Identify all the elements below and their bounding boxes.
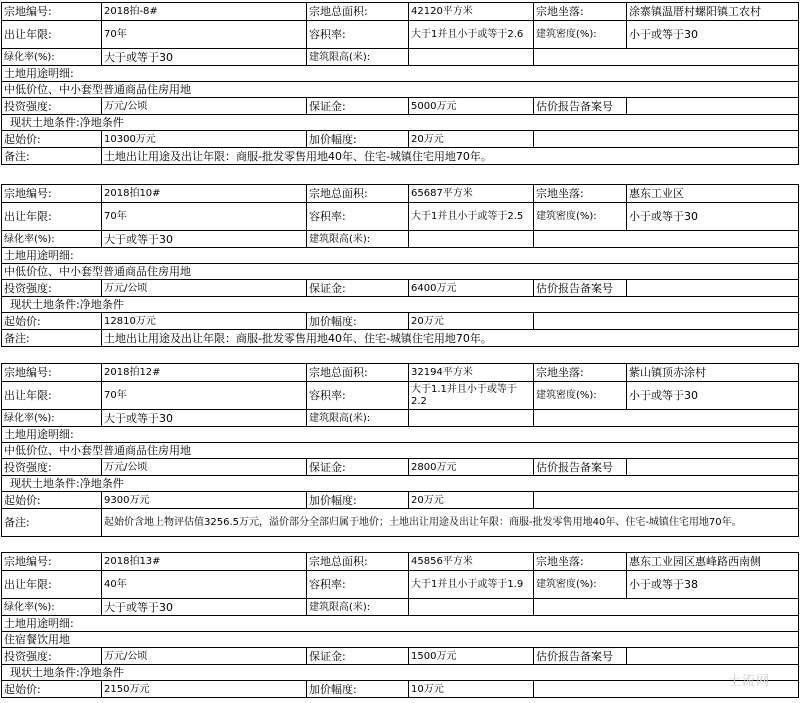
density-label: 建筑密度(%): [534, 382, 627, 410]
area-value: 32194平方米 [409, 364, 534, 382]
density-value: 小于或等于30 [627, 21, 799, 49]
parcel-table [1, 552, 799, 698]
parcel-table [1, 363, 799, 537]
condition-value: 净地条件 [79, 477, 124, 490]
appraisal-value [627, 280, 799, 297]
far-label: 容积率: [307, 571, 409, 599]
far-value: 大于1.1并且小于或等于2.2 [409, 382, 534, 410]
far-label: 容积率: [307, 21, 409, 49]
condition-value: 净地条件 [79, 666, 124, 679]
increment-label: 加价幅度: [307, 681, 409, 698]
height-value [409, 599, 534, 616]
start-price-value: 2150万元 [102, 681, 307, 698]
term-label: 出让年限: [2, 571, 102, 599]
density-label: 建筑密度(%): [534, 21, 627, 49]
green-label: 绿化率(%): [2, 410, 102, 427]
note-label: 备注: [2, 148, 102, 165]
increment-value: 20万元 [409, 131, 534, 148]
location-label: 宗地坐落: [534, 364, 627, 382]
term-label: 出让年限: [2, 21, 102, 49]
deposit-label: 保证金: [307, 98, 409, 115]
area-label: 宗地总面积: [307, 3, 409, 21]
note-value: 土地出让用途及出让年限：商服-批发零售用地40年、住宅-城镇住宅用地70年。 [102, 148, 799, 165]
area-label: 宗地总面积: [307, 553, 409, 571]
increment-label: 加价幅度: [307, 492, 409, 509]
blank-cell [534, 231, 799, 248]
invest-value: 万元/公顷 [102, 459, 307, 476]
far-label: 容积率: [307, 203, 409, 231]
appraisal-label: 估价报告备案号 [534, 648, 627, 665]
area-value: 65687平方米 [409, 185, 534, 203]
density-value: 小于或等于30 [627, 382, 799, 410]
condition-value: 净地条件 [79, 116, 124, 129]
start-price-value: 10300万元 [102, 131, 307, 148]
increment-value: 10万元 [409, 681, 534, 698]
green-value: 大于或等于30 [102, 410, 307, 427]
far-value: 大于1并且小于或等于2.5 [409, 203, 534, 231]
start-price-value: 12810万元 [102, 313, 307, 330]
usage-label: 土地用途明细: [2, 248, 799, 264]
density-label: 建筑密度(%): [534, 571, 627, 599]
appraisal-label: 估价报告备案号 [534, 98, 627, 115]
height-label: 建筑限高(米): [307, 231, 409, 248]
far-value: 大于1并且小于或等于2.6 [409, 21, 534, 49]
usage-label: 土地用途明细: [2, 66, 799, 82]
parcel-table [1, 2, 799, 165]
height-label: 建筑限高(米): [307, 49, 409, 66]
increment-value: 20万元 [409, 492, 534, 509]
blank-cell [534, 599, 799, 616]
appraisal-value [627, 459, 799, 476]
area-value: 42120平方米 [409, 3, 534, 21]
start-price-value: 9300万元 [102, 492, 307, 509]
start-price-label: 起始价: [2, 313, 102, 330]
invest-label: 投资强度: [2, 459, 102, 476]
appraisal-label: 估价报告备案号 [534, 459, 627, 476]
term-label: 出让年限: [2, 203, 102, 231]
density-value: 小于或等于38 [627, 571, 799, 599]
deposit-label: 保证金: [307, 648, 409, 665]
usage-value: 中低价位、中小套型普通商品住房用地 [2, 82, 799, 98]
parcel-table [1, 184, 799, 347]
blank-cell [534, 49, 799, 66]
condition-label: 现状土地条件: [10, 116, 80, 129]
location-value: 惠东工业园区惠峰路西南侧 [627, 553, 799, 571]
usage-value: 中低价位、中小套型普通商品住房用地 [2, 264, 799, 280]
usage-label: 土地用途明细: [2, 616, 799, 632]
watermark: 土流网 [727, 674, 770, 689]
height-value [409, 410, 534, 427]
increment-label: 加价幅度: [307, 131, 409, 148]
deposit-label: 保证金: [307, 280, 409, 297]
location-value: 紫山镇顶赤涂村 [627, 364, 799, 382]
far-value: 大于1并且小于或等于1.9 [409, 571, 534, 599]
area-value: 45856平方米 [409, 553, 534, 571]
term-label: 出让年限: [2, 382, 102, 410]
note-value: 土地出让用途及出让年限：商服-批发零售用地40年、住宅-城镇住宅用地70年。 [102, 330, 799, 347]
location-value: 惠东工业区 [627, 185, 799, 203]
note-label: 备注: [2, 509, 102, 537]
appraisal-label: 估价报告备案号 [534, 280, 627, 297]
deposit-value: 2800万元 [409, 459, 534, 476]
green-label: 绿化率(%): [2, 599, 102, 616]
invest-label: 投资强度: [2, 98, 102, 115]
blank-cell [534, 410, 799, 427]
invest-value: 万元/公顷 [102, 648, 307, 665]
condition-row [2, 476, 799, 492]
deposit-value: 1500万元 [409, 648, 534, 665]
code-value: 2018拍13# [102, 553, 307, 571]
height-value [409, 231, 534, 248]
deposit-value: 6400万元 [409, 280, 534, 297]
invest-label: 投资强度: [2, 280, 102, 297]
condition-row [2, 665, 799, 681]
blank-cell [534, 313, 799, 330]
term-value: 70年 [102, 203, 307, 231]
deposit-value: 5000万元 [409, 98, 534, 115]
start-price-label: 起始价: [2, 681, 102, 698]
height-label: 建筑限高(米): [307, 410, 409, 427]
location-label: 宗地坐落: [534, 185, 627, 203]
height-label: 建筑限高(米): [307, 599, 409, 616]
code-value: 2018拍10# [102, 185, 307, 203]
code-label: 宗地编号: [2, 364, 102, 382]
deposit-label: 保证金: [307, 459, 409, 476]
green-value: 大于或等于30 [102, 599, 307, 616]
density-label: 建筑密度(%): [534, 203, 627, 231]
usage-label: 土地用途明细: [2, 427, 799, 443]
code-label: 宗地编号: [2, 553, 102, 571]
appraisal-value [627, 98, 799, 115]
appraisal-value [627, 648, 799, 665]
green-label: 绿化率(%): [2, 231, 102, 248]
condition-label: 现状土地条件: [10, 298, 80, 311]
term-value: 40年 [102, 571, 307, 599]
code-label: 宗地编号: [2, 185, 102, 203]
invest-value: 万元/公顷 [102, 280, 307, 297]
increment-label: 加价幅度: [307, 313, 409, 330]
code-value: 2018拍-8# [102, 3, 307, 21]
usage-value: 中低价位、中小套型普通商品住房用地 [2, 443, 799, 459]
condition-row [2, 115, 799, 131]
location-label: 宗地坐落: [534, 553, 627, 571]
note-label: 备注: [2, 330, 102, 347]
code-value: 2018拍12# [102, 364, 307, 382]
location-label: 宗地坐落: [534, 3, 627, 21]
invest-value: 万元/公顷 [102, 98, 307, 115]
green-label: 绿化率(%): [2, 49, 102, 66]
blank-cell [534, 492, 799, 509]
height-value [409, 49, 534, 66]
blank-cell [534, 131, 799, 148]
condition-label: 现状土地条件: [10, 666, 80, 679]
invest-label: 投资强度: [2, 648, 102, 665]
increment-value: 20万元 [409, 313, 534, 330]
condition-row [2, 297, 799, 313]
condition-value: 净地条件 [79, 298, 124, 311]
location-value: 涂寨镇温厝村螺阳镇工农村 [627, 3, 799, 21]
density-value: 小于或等于30 [627, 203, 799, 231]
usage-value: 住宿餐饮用地 [2, 632, 799, 648]
far-label: 容积率: [307, 382, 409, 410]
green-value: 大于或等于30 [102, 231, 307, 248]
term-value: 70年 [102, 382, 307, 410]
code-label: 宗地编号: [2, 3, 102, 21]
area-label: 宗地总面积: [307, 364, 409, 382]
condition-label: 现状土地条件: [10, 477, 80, 490]
start-price-label: 起始价: [2, 492, 102, 509]
area-label: 宗地总面积: [307, 185, 409, 203]
note-value: 起始价含地上物评估值3256.5万元，溢价部分全部归属于地价；土地出让用途及出让年限：商服-批发零售用地40年、住宅-城镇住宅用地70年。 [102, 509, 799, 537]
green-value: 大于或等于30 [102, 49, 307, 66]
start-price-label: 起始价: [2, 131, 102, 148]
term-value: 70年 [102, 21, 307, 49]
